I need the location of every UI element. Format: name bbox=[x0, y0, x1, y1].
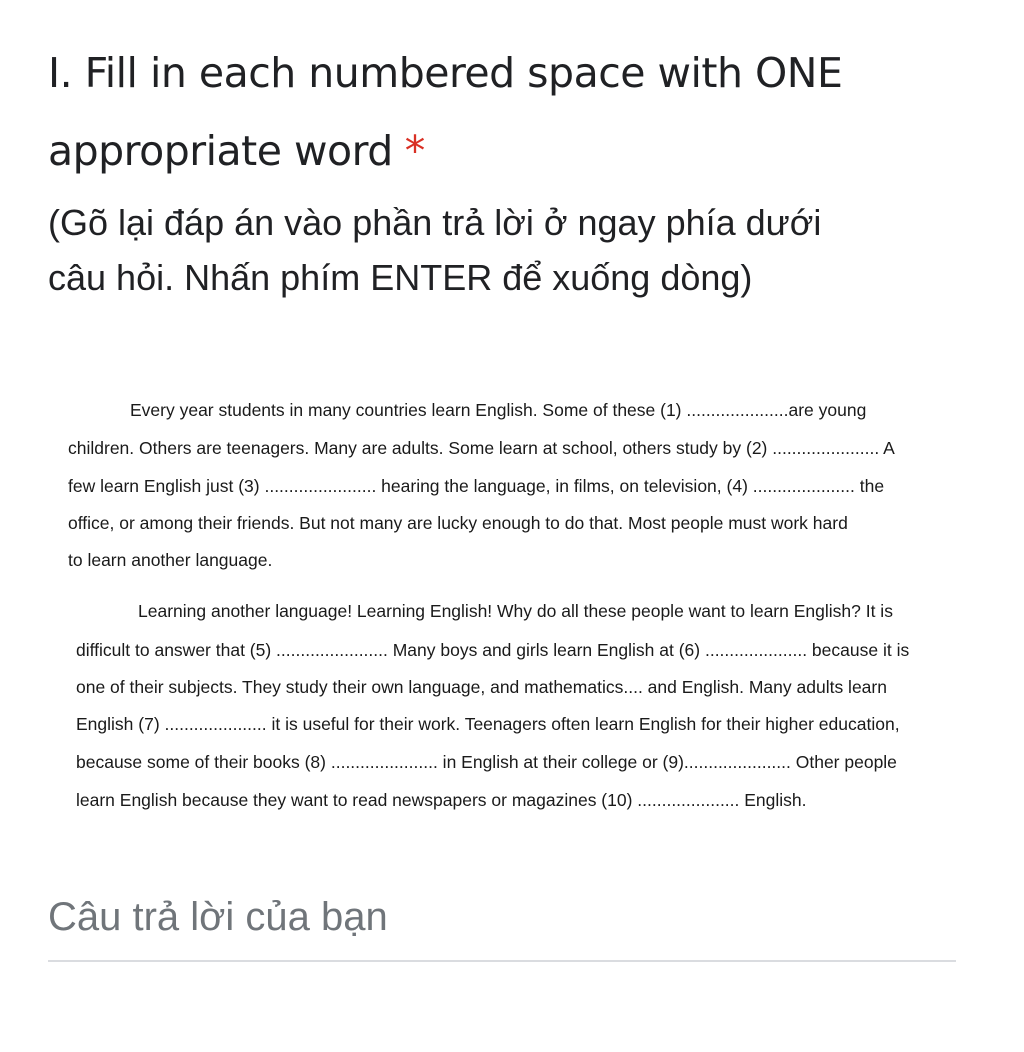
passage-image bbox=[66, 392, 946, 822]
passage-p2-line5: because some of their books (8) ...................... in English at their college or (9)...................... Other people bbox=[76, 752, 897, 772]
question-title-line1: I. Fill in each numbered space with ONE bbox=[48, 49, 843, 97]
description-line1: (Gõ lại đáp án vào phần trả lời ở ngay phía dưới bbox=[48, 202, 822, 243]
passage-p2-line3: one of their subjects. They study their own language, and mathematics.... and English. Many adults learn bbox=[76, 677, 887, 697]
required-asterisk: * bbox=[404, 127, 425, 175]
passage-p1-line2: children. Others are teenagers. Many are adults. Some learn at school, others study by (2) ...................... A bbox=[68, 438, 895, 458]
question-title-line2: appropriate word bbox=[48, 127, 393, 175]
passage-p2-line6: learn English because they want to read newspapers or magazines (10) ..................... English. bbox=[76, 790, 807, 810]
passage-p2-line4: English (7) ..................... it is useful for their work. Teenagers often learn English for their higher education, bbox=[76, 714, 900, 734]
passage-p1-line4: office, or among their friends. But not many are lucky enough to do that. Most people must work hard bbox=[68, 513, 848, 533]
passage-p2-line1: Learning another language! Learning English! Why do all these people want to learn English? It is bbox=[138, 601, 893, 621]
passage-p2-line2: difficult to answer that (5) ....................... Many boys and girls learn English at (6) ..................... because it is bbox=[76, 640, 910, 660]
question-title bbox=[48, 34, 948, 190]
answer-underline bbox=[48, 960, 956, 962]
description-line2: câu hỏi. Nhấn phím ENTER để xuống dòng) bbox=[48, 257, 753, 298]
passage-p1-line5: to learn another language. bbox=[68, 550, 273, 570]
question-description bbox=[48, 195, 968, 305]
passage-p1-line3: few learn English just (3) ....................... hearing the language, in films, on television, (4) ..................... the bbox=[68, 476, 885, 496]
passage-p1-line1: Every year students in many countries learn English. Some of these (1) .....................are young bbox=[130, 400, 867, 420]
answer-field[interactable] bbox=[48, 888, 956, 968]
answer-placeholder[interactable]: Câu trả lời của bạn bbox=[48, 895, 388, 939]
